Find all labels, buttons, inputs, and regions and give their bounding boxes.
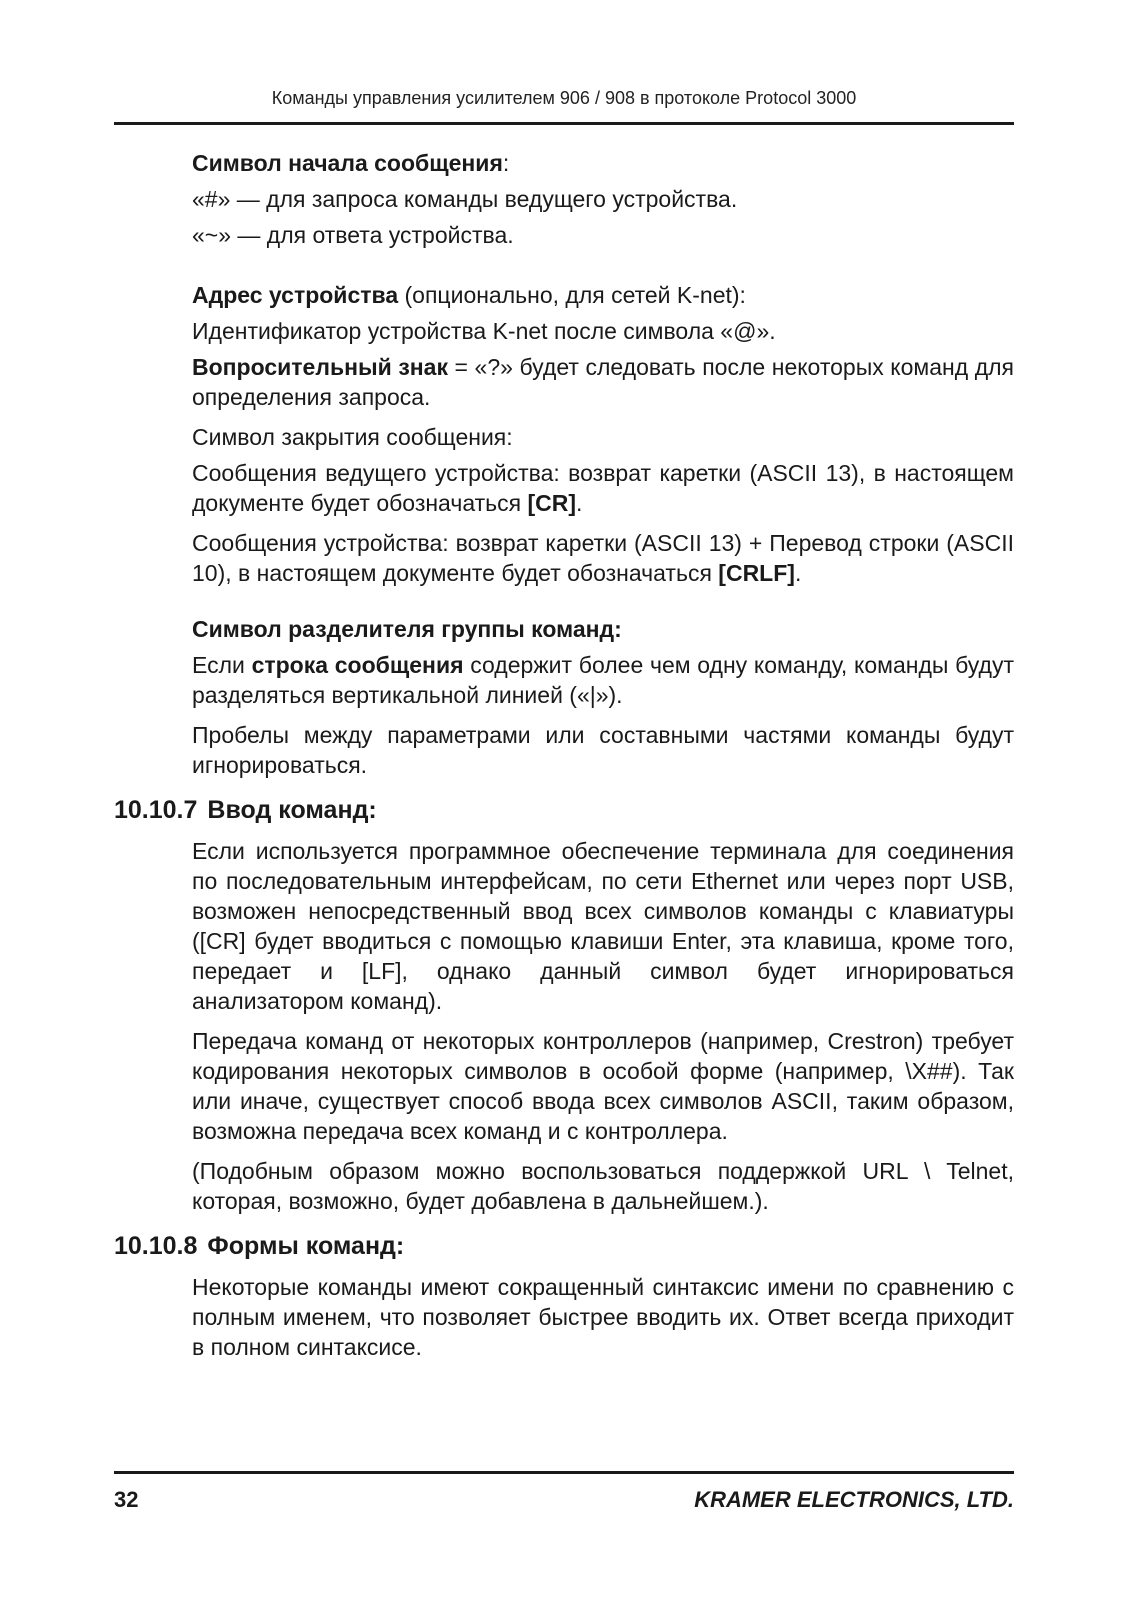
section-heading-10-10-7 [114,794,1014,826]
section-1-paragraph-2: Передача команд от некоторых контроллеров (например, Crestron) требует кодирования некоторых символов в особой форме (например, \X##). Так или иначе, существует способ ввода всех символов ASCII, таким образом, возможна передача всех команд и с контроллера. [192,1028,1014,1144]
running-header: Команды управления усилителем 906 / 908 в протоколе Protocol 3000 [271,88,857,108]
section-number: 10.10.8 [114,1232,198,1260]
main-content [114,148,1015,1372]
section-1-paragraph-3: (Подобным образом можно воспользоваться поддержкой URL \ Telnet, которая, возможно, будет добавлена в дальнейшем.). [192,1158,1014,1214]
footer-brand: KRAMER ELECTRONICS, LTD. [694,1487,1014,1512]
closing-host-paragraph [192,458,1014,518]
separator-p1-rest: содержит более чем одну команду, команды будут разделяться вертикальной линией («|»). [192,652,1014,708]
start-char-request: «#» — для запроса команды ведущего устройства. [192,186,738,212]
closing-device-code: [CRLF] [718,560,795,586]
closing-heading: Символ закрытия сообщения: [192,424,513,450]
closing-device-end: . [794,560,802,586]
closing-host-code: [CR] [527,490,577,516]
separator-p1-start: Если [192,652,252,678]
device-address-text: Идентификатор устройства K-net после символа «@». [192,318,776,344]
footer-rule [114,1471,1014,1474]
separator-heading: Символ разделителя группы команд: [192,616,622,642]
separator-p1-bold: строка сообщения [251,652,464,678]
question-mark-paragraph [192,352,1014,412]
header-rule [114,122,1014,125]
separator-paragraph-1 [192,650,1014,710]
start-char-heading [192,148,1014,178]
spacer [192,598,1014,614]
section-number: 10.10.7 [114,796,198,824]
closing-device-paragraph [192,528,1014,588]
closing-host-text: Сообщения ведущего устройства: возврат каретки (ASCII 13), в настоящем документе будет обозначаться [192,460,1014,516]
section-2-paragraph-1: Некоторые команды имеют сокращенный синтаксис имени по сравнению с полным именем, что позволяет быстрее вводить их. Ответ всегда приходит в полном синтаксисе. [192,1274,1014,1360]
start-char-title: Символ начала сообщения [192,150,503,176]
question-mark-title: Вопросительный знак [192,354,448,380]
section-title: Формы команд: [207,1232,405,1260]
section-1-paragraph-1: Если используется программное обеспечение терминала для соединения по последовательным интерфейсам, по сети Ethernet или через порт USB, возможен непосредственный ввод всех символов команды с клавиатуры ([CR] будет вводиться с помощью клавиши Enter, эта клавиша, кроме того, передает и [LF], однако данный символ будет игнорироваться анализатором команд). [192,838,1014,1014]
section-title: Ввод команд: [207,796,377,824]
page-number: 32 [114,1487,139,1512]
closing-device-text: Сообщения устройства: возврат каретки (ASCII 13) + Перевод строки (ASCII 10), в настоящем документе будет обозначаться [192,530,1014,586]
separator-paragraph-2: Пробелы между параметрами или составными частями команды будут игнорироваться. [192,722,1014,778]
closing-host-end: . [576,490,583,516]
spacer [192,256,1014,280]
start-char-response: «~» — для ответа устройства. [192,222,514,248]
device-address-heading [192,280,1014,310]
question-mark-text: = «?» будет следовать после некоторых команд для определения запроса. [192,354,1015,410]
device-address-title-rest: (опционально, для сетей K-net): [398,282,746,308]
section-heading-10-10-8 [114,1230,1014,1262]
device-address-title: Адрес устройства [192,282,399,308]
start-char-title-colon: : [502,150,510,176]
